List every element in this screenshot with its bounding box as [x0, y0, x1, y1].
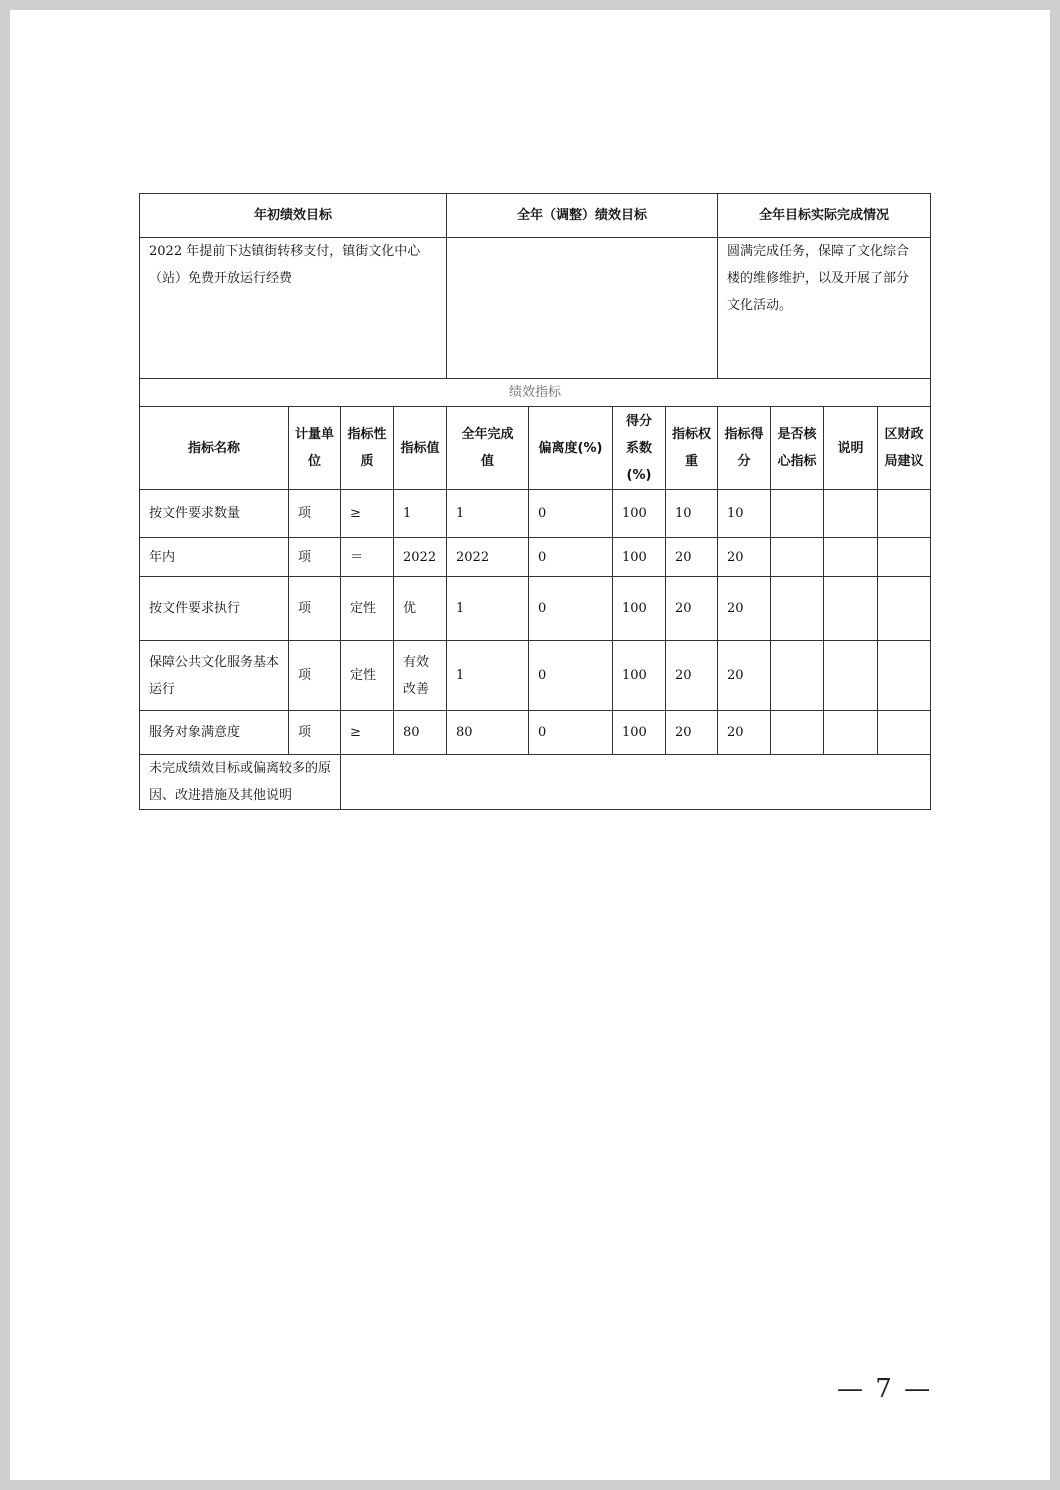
- footer-row: [140, 755, 931, 810]
- cell-value: 有效改善: [394, 641, 447, 711]
- cell-deviation: 0: [529, 490, 613, 538]
- header-adjusted-goal: 全年（调整）绩效目标: [447, 194, 718, 238]
- goals-content-row: [140, 238, 931, 379]
- initial-goal-text: 2022 年提前下达镇街转移支付，镇街文化中心（站）免费开放运行经费: [140, 238, 447, 379]
- table-row: [140, 538, 931, 577]
- table-row: [140, 577, 931, 641]
- cell-core: [771, 538, 824, 577]
- cell-core: [771, 711, 824, 755]
- cell-weight: 20: [666, 577, 718, 641]
- cell-coef: 100: [613, 577, 666, 641]
- col-header-score: 指标得分: [718, 407, 771, 490]
- cell-advice: [878, 490, 931, 538]
- cell-unit: 项: [289, 641, 341, 711]
- cell-score: 20: [718, 711, 771, 755]
- cell-core: [771, 490, 824, 538]
- goals-header-row: [140, 194, 931, 238]
- cell-score: 20: [718, 577, 771, 641]
- footer-value: [341, 755, 931, 810]
- cell-value: 80: [394, 711, 447, 755]
- cell-advice: [878, 641, 931, 711]
- cell-nature: ≥: [341, 711, 394, 755]
- cell-coef: 100: [613, 538, 666, 577]
- col-header-value: 指标值: [394, 407, 447, 490]
- cell-actual: 1: [447, 577, 529, 641]
- table-row: [140, 711, 931, 755]
- col-header-advice: 区财政局建议: [878, 407, 931, 490]
- table-row: [140, 641, 931, 711]
- actual-completion-text: 圆满完成任务，保障了文化综合楼的维修维护，以及开展了部分文化活动。: [718, 238, 931, 379]
- cell-coef: 100: [613, 641, 666, 711]
- cell-core: [771, 577, 824, 641]
- header-actual-completion: 全年目标实际完成情况: [718, 194, 931, 238]
- cell-coef: 100: [613, 711, 666, 755]
- cell-advice: [878, 577, 931, 641]
- cell-actual: 1: [447, 641, 529, 711]
- col-header-coef: 得分系数(%): [613, 407, 666, 490]
- cell-deviation: 0: [529, 538, 613, 577]
- cell-value: 1: [394, 490, 447, 538]
- cell-note: [824, 577, 878, 641]
- section-title: 绩效指标: [140, 379, 931, 407]
- cell-actual: 1: [447, 490, 529, 538]
- performance-table-container: [139, 193, 931, 810]
- cell-score: 10: [718, 490, 771, 538]
- cell-note: [824, 711, 878, 755]
- cell-advice: [878, 711, 931, 755]
- indicator-header-row: [140, 407, 931, 490]
- cell-unit: 项: [289, 538, 341, 577]
- cell-unit: 项: [289, 490, 341, 538]
- document-page: [10, 10, 1050, 1480]
- cell-core: [771, 641, 824, 711]
- cell-deviation: 0: [529, 641, 613, 711]
- cell-weight: 20: [666, 711, 718, 755]
- cell-score: 20: [718, 641, 771, 711]
- col-header-note: 说明: [824, 407, 878, 490]
- cell-name: 按文件要求执行: [140, 577, 289, 641]
- col-header-weight: 指标权重: [666, 407, 718, 490]
- cell-unit: 项: [289, 577, 341, 641]
- cell-note: [824, 538, 878, 577]
- col-header-nature: 指标性质: [341, 407, 394, 490]
- cell-note: [824, 641, 878, 711]
- col-header-unit: 计量单位: [289, 407, 341, 490]
- cell-value: 2022: [394, 538, 447, 577]
- cell-unit: 项: [289, 711, 341, 755]
- cell-note: [824, 490, 878, 538]
- cell-advice: [878, 538, 931, 577]
- cell-deviation: 0: [529, 577, 613, 641]
- performance-table: [139, 193, 931, 810]
- cell-name: 服务对象满意度: [140, 711, 289, 755]
- page-number: — 7 —: [837, 1374, 933, 1404]
- cell-value: 优: [394, 577, 447, 641]
- cell-nature: 定性: [341, 641, 394, 711]
- cell-weight: 20: [666, 538, 718, 577]
- col-header-actual: 全年完成值: [447, 407, 529, 490]
- cell-name: 年内: [140, 538, 289, 577]
- section-row: [140, 379, 931, 407]
- footer-label: 未完成绩效目标或偏离较多的原因、改进措施及其他说明: [140, 755, 341, 810]
- cell-nature: ≥: [341, 490, 394, 538]
- adjusted-goal-text: [447, 238, 718, 379]
- cell-nature: 定性: [341, 577, 394, 641]
- cell-actual: 2022: [447, 538, 529, 577]
- table-row: [140, 490, 931, 538]
- cell-actual: 80: [447, 711, 529, 755]
- cell-weight: 10: [666, 490, 718, 538]
- cell-nature: ＝: [341, 538, 394, 577]
- col-header-core: 是否核心指标: [771, 407, 824, 490]
- col-header-deviation: 偏离度(%): [529, 407, 613, 490]
- cell-name: 保障公共文化服务基本运行: [140, 641, 289, 711]
- cell-coef: 100: [613, 490, 666, 538]
- cell-score: 20: [718, 538, 771, 577]
- cell-weight: 20: [666, 641, 718, 711]
- header-initial-goal: 年初绩效目标: [140, 194, 447, 238]
- cell-name: 按文件要求数量: [140, 490, 289, 538]
- col-header-name: 指标名称: [140, 407, 289, 490]
- cell-deviation: 0: [529, 711, 613, 755]
